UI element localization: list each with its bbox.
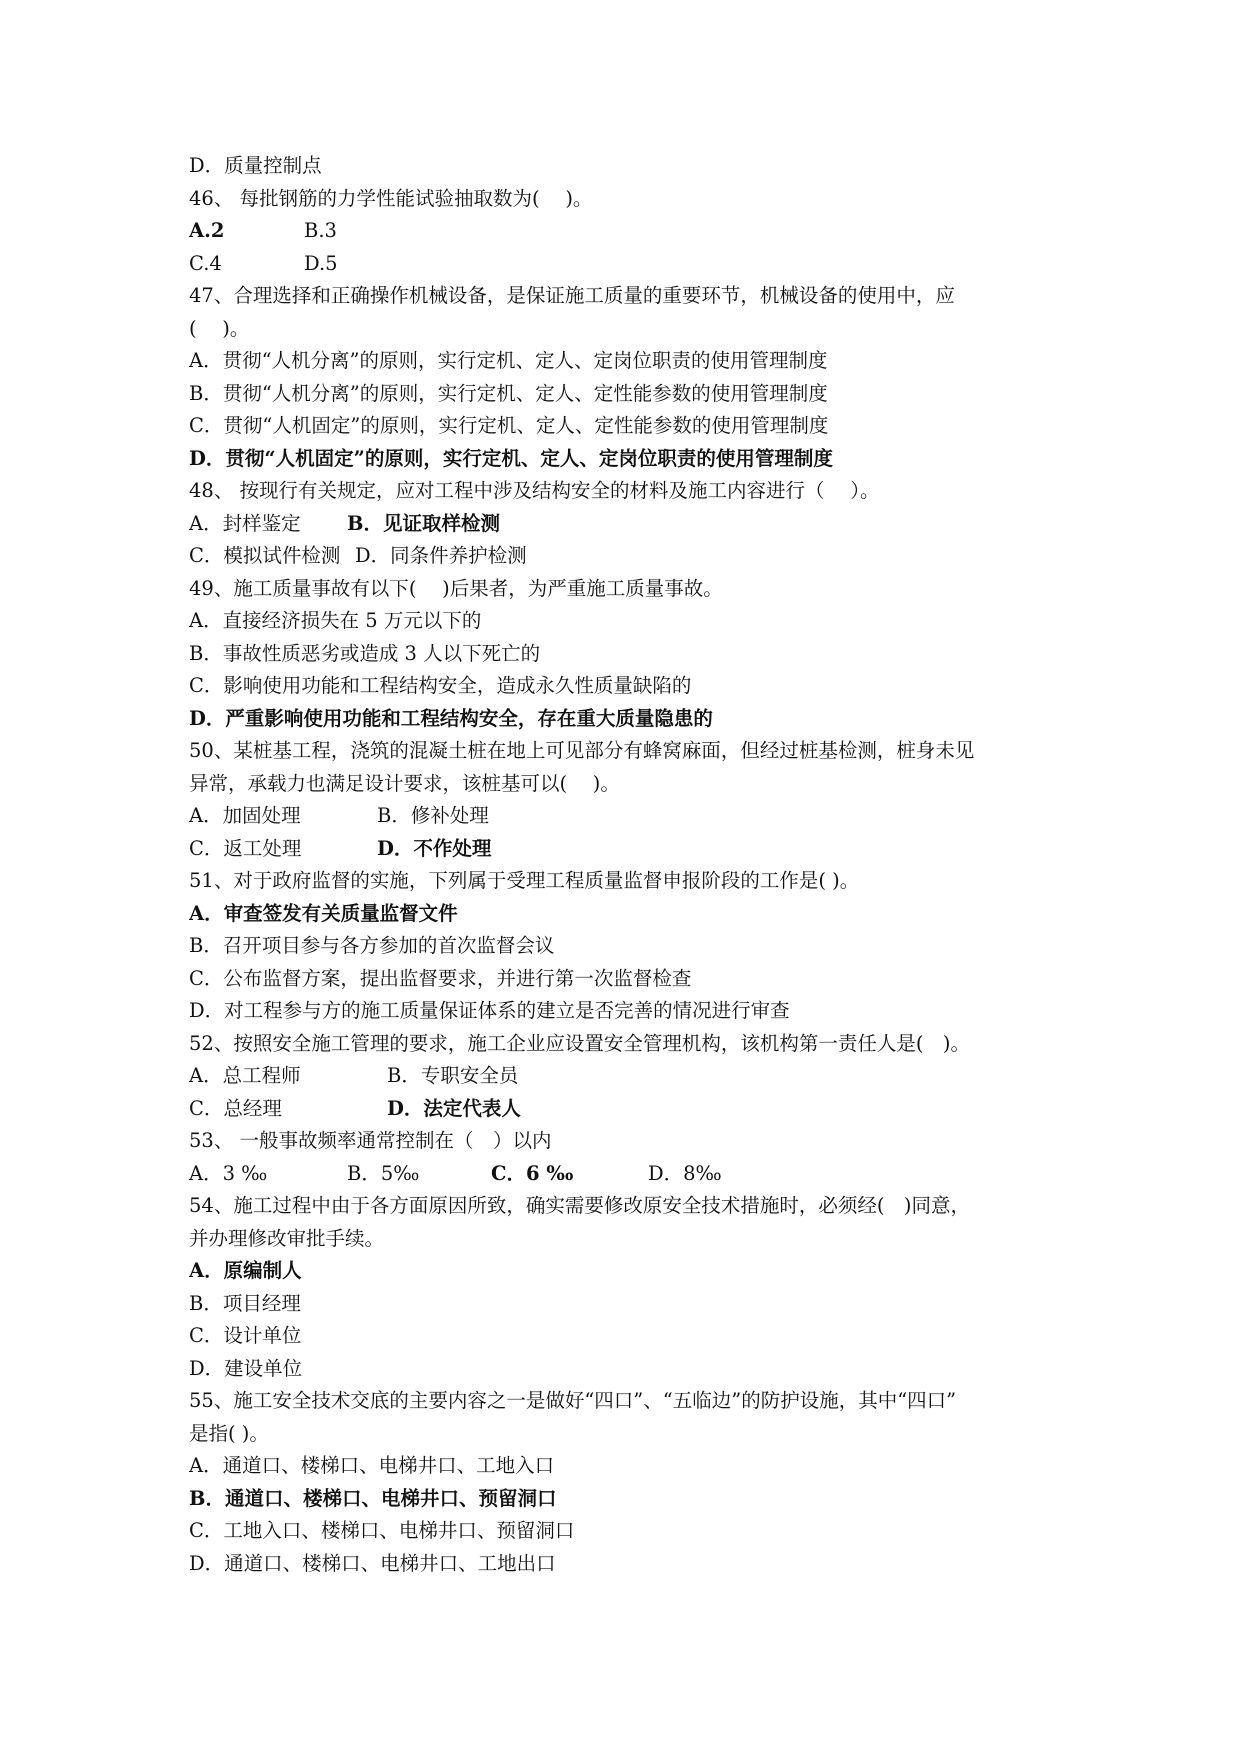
option-answer: B．见证取样检测 xyxy=(347,511,500,535)
options-row xyxy=(189,508,1069,541)
option-text: A．总工程师 xyxy=(189,1064,301,1087)
options-row xyxy=(189,1093,1069,1126)
option-text: A．封样鉴定 xyxy=(189,511,301,535)
option-answer: D．严重影响使用功能和工程结构安全，存在重大质量隐患的 xyxy=(189,706,713,730)
options-row xyxy=(189,800,1069,833)
option-answer: D．不作处理 xyxy=(377,836,492,860)
option-answer: A．审查签发有关质量监督文件 xyxy=(189,901,458,925)
option-text: C．模拟试件检测 xyxy=(189,544,341,567)
options-row xyxy=(189,833,1069,866)
question-text: 是指( )。 xyxy=(189,1421,269,1445)
option-text: D.5 xyxy=(304,251,338,275)
option-text: A．3 ‰ xyxy=(189,1161,268,1185)
option-text: C．设计单位 xyxy=(189,1324,302,1347)
option-text: C．总经理 xyxy=(189,1096,282,1120)
question-text: 52、按照安全施工管理的要求，施工企业应设置安全管理机构，该机构第一责任人是( )。 xyxy=(189,1031,971,1055)
options-row xyxy=(189,215,1069,248)
option-answer: B．通道口、楼梯口、电梯井口、预留洞口 xyxy=(189,1486,557,1510)
option-text: B．事故性质恶劣或造成 3 人以下死亡的 xyxy=(189,641,541,665)
question-text: 54、施工过程中由于各方面原因所致，确实需要修改原安全技术措施时，必须经( )同意， xyxy=(189,1194,971,1217)
option-text: D．建设单位 xyxy=(189,1356,303,1380)
options-row xyxy=(189,1158,1069,1191)
option-text: A．贯彻“人机分离”的原则，实行定机、定人、定岗位职责的使用管理制度 xyxy=(189,349,828,372)
option-text: D．对工程参与方的施工质量保证体系的建立是否完善的情况进行审查 xyxy=(189,999,790,1022)
question-text: 异常，承载力也满足设计要求，该桩基可以( )。 xyxy=(189,771,620,795)
options-row xyxy=(189,248,1069,281)
question-text: 49、施工质量事故有以下( )后果者，为严重施工质量事故。 xyxy=(189,576,723,600)
option-text: C．返工处理 xyxy=(189,836,302,860)
option-text: C．公布监督方案，提出监督要求，并进行第一次监督检查 xyxy=(189,966,692,990)
option-answer: D．法定代表人 xyxy=(387,1096,521,1120)
question-text: 51、对于政府监督的实施，下列属于受理工程质量监督申报阶段的工作是( )。 xyxy=(189,869,860,892)
option-text: D．8‰ xyxy=(648,1161,722,1185)
option-text: D．同条件养护检测 xyxy=(355,544,527,567)
option-text: A．直接经济损失在 5 万元以下的 xyxy=(189,609,482,632)
option-text: C．贯彻“人机固定”的原则，实行定机、定人、定性能参数的使用管理制度 xyxy=(189,414,829,437)
question-text: ( )。 xyxy=(189,316,250,340)
options-row xyxy=(189,1060,1069,1093)
option-text: B.3 xyxy=(304,219,337,242)
question-text: 50、某桩基工程，浇筑的混凝土桩在地上可见部分有蜂窝麻面，但经过桩基检测，桩身未见 xyxy=(189,739,975,762)
question-text: 53、 一般事故频率通常控制在（ ）以内 xyxy=(189,1129,552,1152)
option-text: A．通道口、楼梯口、电梯井口、工地入口 xyxy=(189,1454,555,1477)
question-text: 46、 每批钢筋的力学性能试验抽取数为( )。 xyxy=(189,186,593,210)
option-text: B．5‰ xyxy=(347,1161,420,1185)
option-text: C．工地入口、楼梯口、电梯井口、预留洞口 xyxy=(189,1519,575,1542)
option-answer: D．贯彻“人机固定”的原则，实行定机、定人、定岗位职责的使用管理制度 xyxy=(189,446,833,470)
option-text: B．召开项目参与各方参加的首次监督会议 xyxy=(189,934,555,957)
options-row xyxy=(189,540,1069,573)
exam-content xyxy=(189,150,1069,1580)
option-text: B．专职安全员 xyxy=(387,1064,519,1087)
question-text: 55、施工安全技术交底的主要内容之一是做好“四口”、“五临边”的防护设施，其中“四口” xyxy=(189,1389,957,1412)
option-text: B．项目经理 xyxy=(189,1291,301,1315)
option-text: C．影响使用功能和工程结构安全，造成永久性质量缺陷的 xyxy=(189,674,692,697)
option-answer: A.2 xyxy=(189,219,225,242)
question-text: 47、合理选择和正确操作机械设备，是保证施工质量的重要环节，机械设备的使用中，应 xyxy=(189,284,955,307)
question-text: 并办理修改审批手续。 xyxy=(189,1226,385,1250)
question-text: 48、 按现行有关规定，应对工程中涉及结构安全的材料及施工内容进行（ ）。 xyxy=(189,479,880,502)
option-text: D．通道口、楼梯口、电梯井口、工地出口 xyxy=(189,1551,556,1575)
option-answer: C．6 ‰ xyxy=(491,1161,574,1185)
option-text: A．加固处理 xyxy=(189,804,301,827)
option-text: C.4 xyxy=(189,251,222,275)
option-text: D．质量控制点 xyxy=(189,154,322,177)
option-answer: A．原编制人 xyxy=(189,1259,302,1282)
option-text: B．贯彻“人机分离”的原则，实行定机、定人、定性能参数的使用管理制度 xyxy=(189,381,828,405)
option-text: B．修补处理 xyxy=(377,804,489,827)
